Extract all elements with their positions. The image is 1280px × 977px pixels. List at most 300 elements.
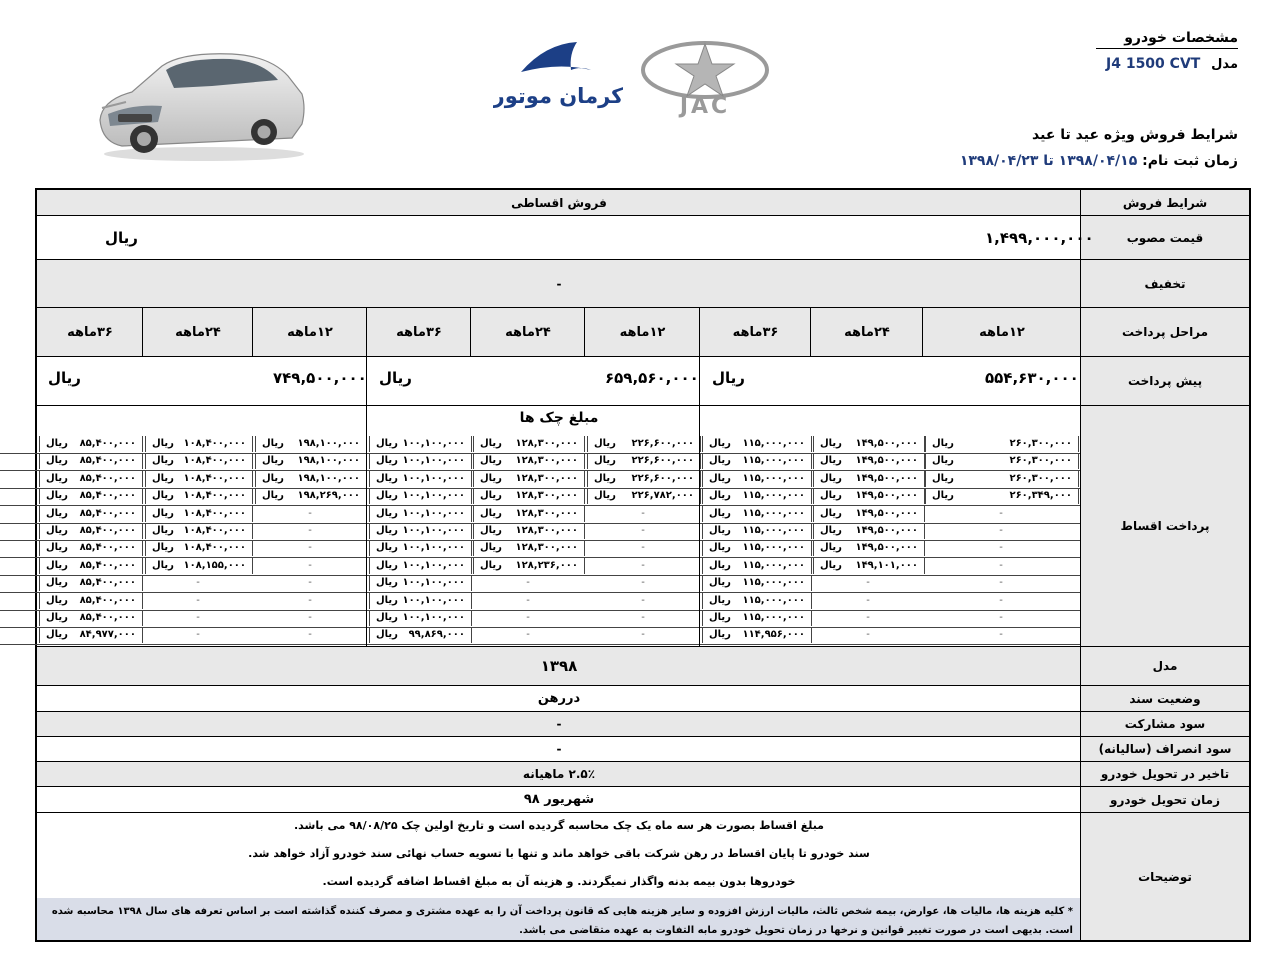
term-divider <box>470 308 471 356</box>
installment-cell <box>255 471 367 487</box>
installment-cell <box>925 523 1077 539</box>
installment-currency: ریال <box>932 490 954 502</box>
installment-currency: ریال <box>376 542 398 554</box>
installment-amount: ۱۰۸,۴۰۰,۰۰۰ <box>183 507 246 519</box>
installment-empty: - <box>308 525 312 536</box>
installment-empty: - <box>866 612 870 623</box>
installment-amount: ۱۰۰,۱۰۰,۰۰۰ <box>402 472 465 484</box>
row-divider <box>37 761 1249 762</box>
installment-cell <box>39 523 143 539</box>
installment-amount: ۸۵,۴۰۰,۰۰۰ <box>79 559 136 571</box>
delivery-time: شهریور ۹۸ <box>523 792 595 807</box>
installment-amount: ۱۰۰,۱۰۰,۰۰۰ <box>402 455 465 467</box>
installment-empty: - <box>196 629 200 641</box>
installment-currency: ریال <box>932 438 954 449</box>
down-payment-a-currency: ریال <box>712 369 745 387</box>
installment-cell <box>473 453 585 469</box>
installment-amount: ۹۹,۸۶۹,۰۰۰ <box>408 629 465 641</box>
installment-cell <box>473 523 585 539</box>
installment-currency: ریال <box>46 507 68 519</box>
kerman-motor-logo <box>493 40 623 115</box>
term-divider <box>252 308 253 356</box>
installment-currency: ریال <box>46 472 68 484</box>
installment-empty: - <box>641 542 645 554</box>
installment-cell <box>255 627 365 643</box>
installment-amount: ۱۱۵,۰۰۰,۰۰۰ <box>742 490 805 502</box>
installment-cell <box>473 488 585 504</box>
installment-empty: - <box>196 612 200 623</box>
installment-cell <box>702 506 812 522</box>
installment-cell <box>587 471 701 487</box>
term-divider <box>584 308 585 356</box>
registration-label: زمان ثبت نام: <box>1142 153 1238 169</box>
installment-empty: - <box>999 559 1003 571</box>
installment-empty: - <box>526 612 530 623</box>
installment-currency: ریال <box>820 490 842 502</box>
installment-amount: ۲۶۰,۳۰۰,۰۰۰ <box>1009 455 1072 467</box>
installment-currency: ریال <box>46 438 68 449</box>
installment-currency: ریال <box>376 490 398 502</box>
term-24-a: ۲۴ماهه <box>811 308 923 356</box>
installment-empty: - <box>999 542 1003 554</box>
note-line-2: سند خودرو تا پایان اقساط در رهن شرکت باقی خواهد ماند و تنها با تسویه حساب نهائی سند خودرو آزاد خواهد شد. <box>248 847 870 860</box>
term-12-b: ۱۲ماهه <box>585 308 700 356</box>
installment-cell <box>39 506 143 522</box>
installment-currency: ریال <box>46 559 68 571</box>
installment-currency: ریال <box>152 542 174 554</box>
installment-empty: - <box>308 612 312 623</box>
registration-dates: ۱۳۹۸/۰۴/۱۵ تا ۱۳۹۸/۰۴/۲۳ <box>959 153 1138 169</box>
installment-currency: ریال <box>152 525 174 536</box>
installment-row <box>0 471 1080 489</box>
installment-cell <box>702 558 812 574</box>
installment-cell <box>369 540 472 556</box>
row-divider <box>37 736 1249 737</box>
installment-cell <box>587 627 699 643</box>
installment-empty: - <box>999 612 1003 623</box>
installment-cell <box>813 523 925 539</box>
installment-currency: ریال <box>376 594 398 606</box>
installment-currency: ریال <box>46 455 68 467</box>
installment-empty: - <box>866 594 870 606</box>
installment-cell <box>145 575 251 591</box>
installment-amount: ۱۲۸,۳۰۰,۰۰۰ <box>515 490 578 502</box>
label-delivery-time: زمان تحویل خودرو <box>1081 787 1249 812</box>
installment-currency: ریال <box>46 612 68 623</box>
installment-cell <box>39 540 143 556</box>
installment-currency: ریال <box>820 559 842 571</box>
installment-currency: ریال <box>709 542 731 554</box>
group-divider <box>699 308 700 646</box>
installment-amount: ۸۵,۴۰۰,۰۰۰ <box>79 490 136 502</box>
installment-row <box>0 593 1080 611</box>
row-divider <box>37 812 1249 813</box>
label-model: مدل <box>1081 647 1249 685</box>
participation-profit: - <box>37 712 1081 736</box>
installment-empty: - <box>641 559 645 571</box>
installment-cell <box>702 627 812 643</box>
installment-amount: ۸۵,۴۰۰,۰۰۰ <box>79 438 136 449</box>
installment-cell <box>587 575 699 591</box>
installment-cell <box>925 558 1077 574</box>
installment-amount: ۱۲۸,۳۰۰,۰۰۰ <box>515 438 578 449</box>
installment-cell <box>702 575 812 591</box>
installment-cell <box>145 540 253 556</box>
installment-currency: ریال <box>709 612 731 623</box>
installment-currency: ریال <box>709 438 731 449</box>
installment-amount: ۱۴۹,۵۰۰,۰۰۰ <box>855 490 918 502</box>
installment-currency: ریال <box>932 472 954 484</box>
installment-empty: - <box>308 629 312 641</box>
installment-empty: - <box>641 612 645 623</box>
delivery-delay: ۲.۵٪ ماهیانه <box>37 762 1081 786</box>
row-divider <box>37 356 1249 357</box>
term-divider <box>810 308 811 356</box>
installment-cell <box>925 610 1077 626</box>
installment-cell <box>813 610 923 626</box>
installment-amount: ۱۱۵,۰۰۰,۰۰۰ <box>742 438 805 449</box>
installment-amount: ۸۵,۴۰۰,۰۰۰ <box>79 542 136 554</box>
installment-currency: ریال <box>376 472 398 484</box>
label-participation-profit: سود مشارکت <box>1081 712 1249 736</box>
label-divider <box>1080 190 1081 940</box>
label-document-status: وضعیت سند <box>1081 686 1249 711</box>
installment-cell <box>255 436 367 452</box>
brand-logo-text: JAC <box>679 94 731 118</box>
row-divider <box>37 646 1249 647</box>
label-delivery-delay: تاخیر در تحویل خودرو <box>1081 762 1249 786</box>
installment-empty: - <box>526 577 530 589</box>
approved-price-value: ۱,۴۹۹,۰۰۰,۰۰۰ <box>985 229 1094 247</box>
sale-type: فروش اقساطی <box>37 190 1081 215</box>
installment-empty: - <box>999 594 1003 606</box>
installment-currency: ریال <box>594 472 616 484</box>
installment-currency: ریال <box>709 455 731 467</box>
installment-cell <box>702 471 812 487</box>
installment-cell <box>255 575 365 591</box>
installment-cell <box>145 436 253 452</box>
installment-cell <box>925 471 1079 487</box>
installment-amount: ۱۲۸,۳۰۰,۰۰۰ <box>515 472 578 484</box>
installment-amount: ۱۰۰,۱۰۰,۰۰۰ <box>402 490 465 502</box>
installment-cell <box>39 627 143 643</box>
row-divider <box>37 405 1249 406</box>
installment-currency: ریال <box>376 629 398 641</box>
installment-cell <box>587 593 699 609</box>
installment-cell <box>145 471 253 487</box>
installment-currency: ریال <box>594 438 616 449</box>
installment-amount: ۸۵,۴۰۰,۰۰۰ <box>79 577 136 589</box>
installment-amount: ۱۱۵,۰۰۰,۰۰۰ <box>742 612 805 623</box>
installment-amount: ۱۴۹,۵۰۰,۰۰۰ <box>855 455 918 467</box>
installment-currency: ریال <box>480 472 502 484</box>
installment-amount: ۱۹۸,۱۰۰,۰۰۰ <box>297 472 360 484</box>
installment-cell <box>145 453 253 469</box>
installment-row <box>0 540 1080 558</box>
installment-cell <box>145 627 251 643</box>
installment-currency: ریال <box>932 455 954 467</box>
installment-currency: ریال <box>480 490 502 502</box>
installment-empty: - <box>999 577 1003 589</box>
installment-cell <box>702 453 812 469</box>
installment-cell <box>702 610 812 626</box>
installment-amount: ۸۵,۴۰۰,۰۰۰ <box>79 472 136 484</box>
label-cancellation-profit: سود انصراف (سالیانه) <box>1081 737 1249 761</box>
term-divider <box>922 308 923 356</box>
installment-amount: ۱۱۵,۰۰۰,۰۰۰ <box>742 525 805 536</box>
installment-amount: ۱۰۰,۱۰۰,۰۰۰ <box>402 507 465 519</box>
installment-cell <box>473 627 583 643</box>
installment-amount: ۲۲۶,۶۰۰,۰۰۰ <box>631 438 694 449</box>
installment-empty: - <box>641 594 645 606</box>
installment-cell <box>369 627 472 643</box>
installment-cell <box>702 436 812 452</box>
installment-cell <box>39 471 143 487</box>
group-divider <box>366 308 367 646</box>
installment-amount: ۱۲۸,۳۰۰,۰۰۰ <box>515 542 578 554</box>
row-divider <box>37 215 1249 216</box>
label-down-payment: پیش پرداخت <box>1081 357 1249 405</box>
installment-currency: ریال <box>820 507 842 519</box>
installment-amount: ۱۰۰,۱۰۰,۰۰۰ <box>402 559 465 571</box>
installment-amount: ۱۰۸,۴۰۰,۰۰۰ <box>183 455 246 467</box>
row-divider <box>37 259 1249 260</box>
installment-empty: - <box>641 629 645 641</box>
installment-amount: ۱۰۰,۱۰۰,۰۰۰ <box>402 525 465 536</box>
installment-currency: ریال <box>709 629 731 641</box>
model-value: J4 1500 CVT <box>1106 56 1201 72</box>
down-payment-b: ۶۵۹,۵۶۰,۰۰۰ <box>605 369 699 387</box>
installment-currency: ریال <box>376 438 398 449</box>
label-installments: پرداخت اقساط <box>1081 406 1249 646</box>
installment-amount: ۱۴۹,۵۰۰,۰۰۰ <box>855 472 918 484</box>
installment-cell <box>925 540 1077 556</box>
spec-title: مشخصات خودرو <box>1096 30 1238 49</box>
installment-cell <box>813 558 925 574</box>
installment-currency: ریال <box>480 559 502 571</box>
installment-cell <box>587 506 699 522</box>
installment-cell <box>813 453 925 469</box>
note-line-1: مبلغ اقساط بصورت هر سه ماه یک چک محاسبه گردیده است و تاریخ اولین چک ۹۸/۰۸/۲۵ می باشد. <box>294 819 824 832</box>
installment-amount: ۸۵,۴۰۰,۰۰۰ <box>79 594 136 606</box>
installment-cell <box>813 506 925 522</box>
label-sale-conditions: شرایط فروش <box>1081 190 1249 215</box>
checks-title: مبلغ چک ها <box>519 410 599 426</box>
installment-currency: ریال <box>594 490 616 502</box>
installment-cell <box>925 488 1079 504</box>
row-divider <box>37 786 1249 787</box>
installment-cell <box>473 471 585 487</box>
installment-cell <box>369 523 472 539</box>
term-36-c: ۳۶ماهه <box>37 308 143 356</box>
installment-currency: ریال <box>376 455 398 467</box>
installment-amount: ۱۰۸,۱۵۵,۰۰۰ <box>183 559 246 571</box>
installment-cell <box>813 575 923 591</box>
installment-amount: ۱۴۹,۵۰۰,۰۰۰ <box>855 507 918 519</box>
installment-cell <box>925 627 1077 643</box>
installment-cell <box>587 523 699 539</box>
installment-cell <box>925 453 1079 469</box>
installment-currency: ریال <box>480 507 502 519</box>
sale-conditions-title: شرایط فروش ویژه عید تا عید <box>1032 127 1238 143</box>
installment-amount: ۱۱۴,۹۵۶,۰۰۰ <box>742 629 805 641</box>
installment-empty: - <box>866 629 870 641</box>
installment-empty: - <box>641 507 645 519</box>
installment-cell <box>473 593 583 609</box>
installment-cell <box>39 558 143 574</box>
installment-cell <box>587 558 699 574</box>
installment-row <box>0 575 1080 593</box>
installment-cell <box>702 488 812 504</box>
installment-currency: ریال <box>152 559 174 571</box>
installment-amount: ۱۰۸,۴۰۰,۰۰۰ <box>183 490 246 502</box>
installment-cell <box>473 436 585 452</box>
installment-empty: - <box>308 577 312 589</box>
model-key-label: مدل <box>1211 57 1238 72</box>
term-divider <box>142 308 143 356</box>
label-discount: تخفیف <box>1081 260 1249 307</box>
term-36-a: ۳۶ماهه <box>700 308 811 356</box>
installment-amount: ۱۱۵,۰۰۰,۰۰۰ <box>742 559 805 571</box>
installment-empty: - <box>526 594 530 606</box>
installment-cell <box>813 540 925 556</box>
installment-amount: ۱۴۹,۵۰۰,۰۰۰ <box>855 542 918 554</box>
label-payment-stages: مراحل پرداخت <box>1081 308 1249 356</box>
down-payment-b-currency: ریال <box>379 369 412 387</box>
installment-cell <box>369 471 472 487</box>
footnote: * کلیه هزینه ها، مالیات ها، عوارض، بیمه شخص ثالث، مالیات ارزش افزوده و سایر هزینه هایی که قانون پرداخت آن را به عهده مشتری و مصرف کننده گذاشته است بر اساس تعرفه های سال ۱۳۹۸ محاسبه شده است. بدیهی است در صورت تغییر قوانین و نرخها در زمان تحویل خودرو مابه التفاوت به عهده متقاضی می باشد. <box>37 898 1081 940</box>
document-status: دررهن <box>537 691 581 706</box>
installment-currency: ریال <box>262 490 284 502</box>
installment-amount: ۲۶۰,۳۴۹,۰۰۰ <box>1009 490 1072 502</box>
installment-amount: ۱۴۹,۱۰۱,۰۰۰ <box>855 559 918 571</box>
installment-cell <box>702 593 812 609</box>
installment-cell <box>369 575 472 591</box>
installment-cell <box>925 575 1077 591</box>
installment-row <box>0 488 1080 506</box>
installment-amount: ۱۰۰,۱۰۰,۰۰۰ <box>402 542 465 554</box>
installment-currency: ریال <box>820 525 842 536</box>
installment-currency: ریال <box>820 542 842 554</box>
installment-amount: ۸۵,۴۰۰,۰۰۰ <box>79 455 136 467</box>
installment-currency: ریال <box>480 455 502 467</box>
installment-amount: ۱۴۹,۵۰۰,۰۰۰ <box>855 438 918 449</box>
installment-amount: ۸۵,۴۰۰,۰۰۰ <box>79 507 136 519</box>
installment-amount: ۱۹۸,۱۰۰,۰۰۰ <box>297 438 360 449</box>
installment-currency: ریال <box>709 559 731 571</box>
installment-cell <box>813 471 925 487</box>
installment-cell <box>587 436 701 452</box>
installment-row <box>0 436 1080 454</box>
installment-amount: ۱۰۰,۱۰۰,۰۰۰ <box>402 612 465 623</box>
cancellation-profit: - <box>556 742 562 756</box>
installment-cell <box>255 523 365 539</box>
installment-amount: ۲۶۰,۳۰۰,۰۰۰ <box>1009 438 1072 449</box>
installment-empty: - <box>999 507 1003 519</box>
installment-empty: - <box>308 559 312 571</box>
installment-cell <box>369 453 472 469</box>
installment-cell <box>255 488 367 504</box>
installment-cell <box>925 593 1077 609</box>
installment-amount: ۲۲۶,۷۸۲,۰۰۰ <box>631 490 694 502</box>
installment-empty: - <box>641 525 645 536</box>
dealer-logo-text: کرمان موتور <box>493 84 623 108</box>
installment-cell <box>813 627 923 643</box>
installment-currency: ریال <box>262 455 284 467</box>
installment-cell <box>473 506 585 522</box>
installment-currency: ریال <box>262 438 284 449</box>
installment-amount: ۱۱۵,۰۰۰,۰۰۰ <box>742 577 805 589</box>
installment-amount: ۱۱۵,۰۰۰,۰۰۰ <box>742 472 805 484</box>
installment-amount: ۱۱۵,۰۰۰,۰۰۰ <box>742 542 805 554</box>
installment-currency: ریال <box>820 455 842 467</box>
installment-currency: ریال <box>480 525 502 536</box>
installment-cell <box>925 506 1077 522</box>
installment-empty: - <box>308 542 312 554</box>
installment-empty: - <box>526 629 530 641</box>
installment-cell <box>145 523 253 539</box>
installment-currency: ریال <box>709 594 731 606</box>
installment-cell <box>145 593 251 609</box>
installment-cell <box>587 453 701 469</box>
installment-currency: ریال <box>376 612 398 623</box>
installment-amount: ۱۰۸,۴۰۰,۰۰۰ <box>183 542 246 554</box>
installment-currency: ریال <box>709 577 731 589</box>
discount-value: - <box>37 260 1081 307</box>
installment-amount: ۲۲۶,۶۰۰,۰۰۰ <box>631 455 694 467</box>
installment-amount: ۱۱۵,۰۰۰,۰۰۰ <box>742 507 805 519</box>
label-notes: توضیحات <box>1081 813 1249 940</box>
installment-row <box>0 558 1080 576</box>
installment-amount: ۲۶۰,۳۰۰,۰۰۰ <box>1009 472 1072 484</box>
installment-cell <box>587 488 701 504</box>
installment-cell <box>587 610 699 626</box>
installment-amount: ۱۹۸,۲۶۹,۰۰۰ <box>297 490 360 502</box>
installment-cell <box>813 436 925 452</box>
installment-cell <box>813 593 923 609</box>
installment-currency: ریال <box>480 542 502 554</box>
installment-amount: ۱۹۸,۱۰۰,۰۰۰ <box>297 455 360 467</box>
installment-cell <box>255 593 365 609</box>
installment-amount: ۱۲۸,۳۰۰,۰۰۰ <box>515 455 578 467</box>
installment-cell <box>473 540 585 556</box>
down-payment-c: ۷۴۹,۵۰۰,۰۰۰ <box>273 369 367 387</box>
installment-amount: ۱۴۹,۵۰۰,۰۰۰ <box>855 525 918 536</box>
installment-empty: - <box>196 577 200 589</box>
installment-currency: ریال <box>152 490 174 502</box>
installment-amount: ۸۴,۹۷۷,۰۰۰ <box>79 629 136 641</box>
installment-amount: ۱۱۵,۰۰۰,۰۰۰ <box>742 455 805 467</box>
down-payment-c-currency: ریال <box>48 369 81 387</box>
installment-cell <box>702 523 812 539</box>
installment-amount: ۱۲۸,۲۳۶,۰۰۰ <box>515 559 578 571</box>
installment-row <box>0 453 1080 471</box>
installment-empty: - <box>641 577 645 589</box>
term-12-c: ۱۲ماهه <box>253 308 367 356</box>
installment-currency: ریال <box>709 507 731 519</box>
installment-cell <box>369 593 472 609</box>
installment-currency: ریال <box>152 438 174 449</box>
installment-empty: - <box>999 525 1003 536</box>
car-image <box>92 42 310 162</box>
installment-currency: ریال <box>709 525 731 536</box>
installment-currency: ریال <box>709 472 731 484</box>
installment-currency: ریال <box>376 559 398 571</box>
installment-cell <box>39 488 143 504</box>
installment-cell <box>587 540 699 556</box>
installment-cell <box>145 506 253 522</box>
installment-cell <box>145 610 251 626</box>
